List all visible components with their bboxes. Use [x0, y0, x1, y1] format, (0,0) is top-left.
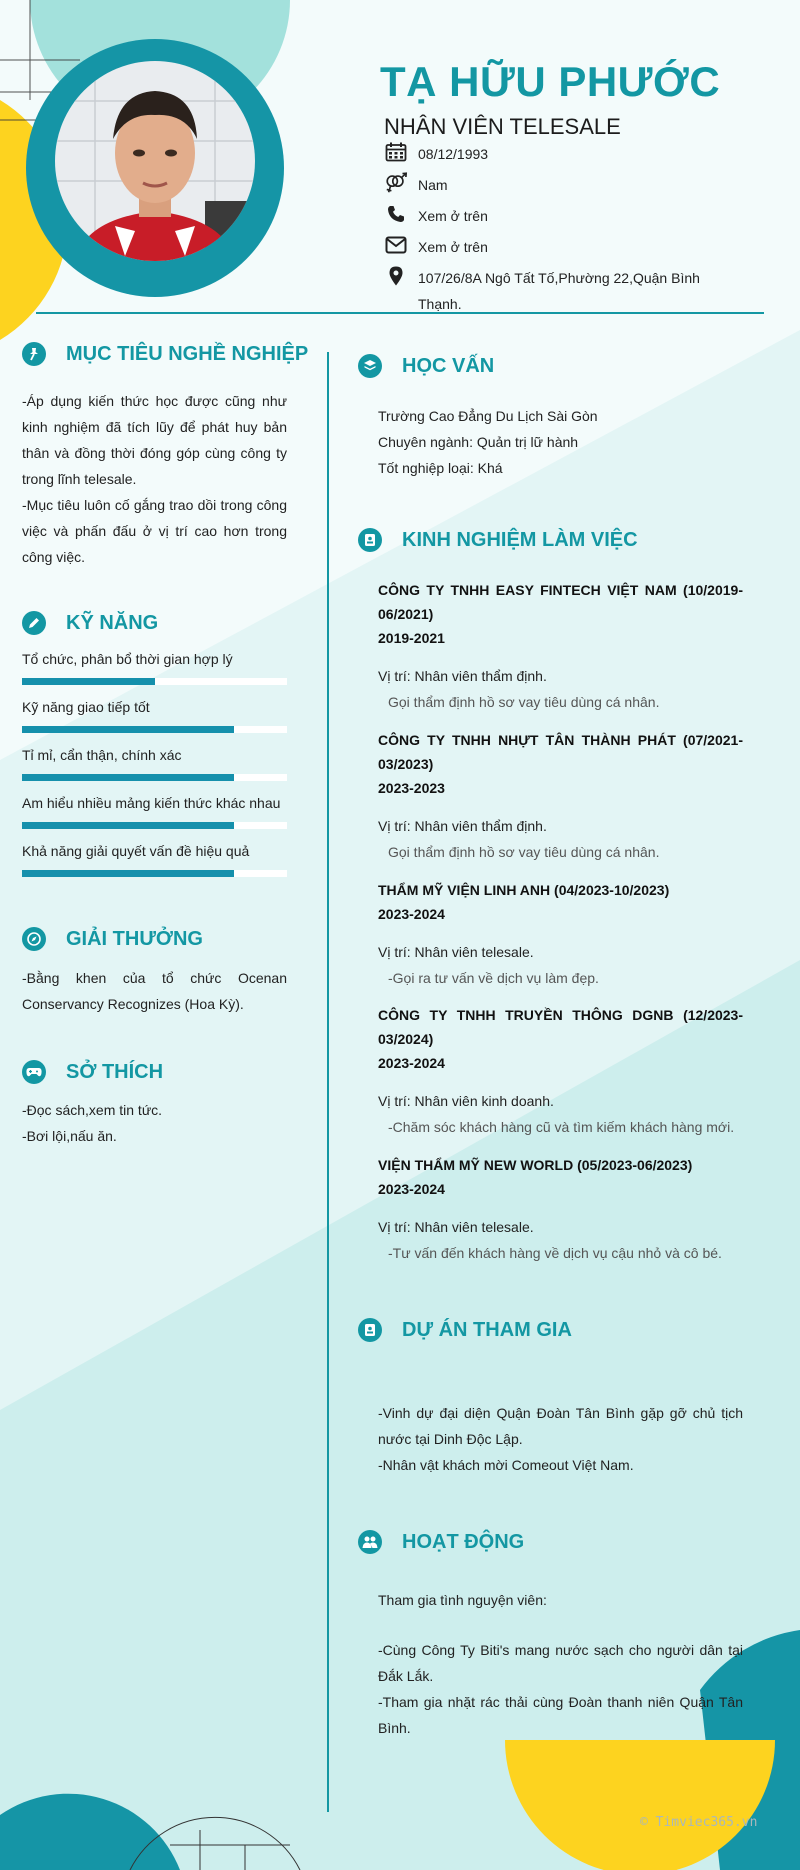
awards-heading — [22, 927, 203, 951]
job-company: CÔNG TY TNHH TRUYỀN THÔNG DGNB (12/2023-03/2024) — [378, 1007, 743, 1047]
skill-bar-track — [22, 774, 287, 781]
column-divider — [327, 352, 329, 1812]
activities-text — [378, 1637, 743, 1741]
skill-name: Kỹ năng giao tiếp tốt — [22, 699, 150, 715]
skill-name: Am hiểu nhiều mảng kiến thức khác nhau — [22, 795, 281, 811]
job-years: 2023-2024 — [378, 906, 445, 922]
objective-heading — [22, 342, 308, 366]
projects-text — [378, 1400, 743, 1478]
graduation-icon — [358, 354, 382, 378]
job-years: 2023-2024 — [378, 1181, 445, 1197]
job-description: -Tư vấn đến khách hàng về dịch vụ cậu nhỏ và cô bé. — [388, 1245, 722, 1261]
badge-icon — [358, 528, 382, 552]
email-text: Xem ở trên — [418, 239, 488, 255]
activities-intro: Tham gia tình nguyện viên: — [378, 1592, 547, 1608]
job-position: Vị trí: Nhân viên telesale. — [378, 1219, 534, 1235]
activity-paragraph-2: -Tham gia nhặt rác thải cùng Đoàn thanh niên Quận Tân Bình. — [378, 1694, 743, 1736]
hobbies-title: SỞ THÍCH — [66, 1060, 164, 1083]
gamepad-icon — [22, 1060, 46, 1084]
skills-heading — [22, 611, 158, 635]
job-years: 2023-2024 — [378, 1055, 445, 1071]
job-position: Vị trí: Nhân viên kinh doanh. — [378, 1093, 554, 1109]
skill-bar-fill — [22, 774, 234, 781]
skill-name: Khả năng giải quyết vấn đề hiệu quả — [22, 843, 250, 859]
badge-icon — [358, 1318, 382, 1342]
people-icon — [358, 1530, 382, 1554]
job-years: 2023-2023 — [378, 780, 445, 796]
skill-bar-fill — [22, 726, 234, 733]
project-paragraph-1: -Vinh dự đại diện Quận Đoàn Tân Bình gặp gỡ chủ tịch nước tại Dinh Độc Lập. — [378, 1405, 743, 1447]
job-company: VIỆN THẨM MỸ NEW WORLD (05/2023-06/2023) — [378, 1157, 693, 1173]
phone-icon — [384, 203, 408, 225]
objective-paragraph-1: -Áp dụng kiến thức học được cũng như kinh nghiệm đã tích lũy để phát huy bản thân và đồng thời đóng góp cùng công ty trong lĩnh telesale. — [22, 393, 287, 487]
projects-heading — [358, 1318, 572, 1342]
compass-icon — [22, 927, 46, 951]
job-company: THẨM MỸ VIỆN LINH ANH (04/2023-10/2023) — [378, 882, 670, 898]
info-row-phone — [384, 203, 718, 229]
hobbies-heading — [22, 1060, 163, 1084]
skill-bar-fill — [22, 678, 155, 685]
job-description: -Chăm sóc khách hàng cũ và tìm kiếm khách hàng mới. — [388, 1119, 735, 1135]
experience-heading — [358, 528, 638, 552]
skills-title: KỸ NĂNG — [66, 611, 159, 634]
calendar-icon — [384, 141, 408, 163]
info-row-address — [384, 265, 718, 317]
projects-title: DỰ ÁN THAM GIA — [402, 1318, 572, 1341]
job-position: Vị trí: Nhân viên telesale. — [378, 944, 534, 960]
gender-text: Nam — [418, 177, 448, 193]
activities-title: HOẠT ĐỘNG — [402, 1530, 525, 1553]
objective-text — [22, 388, 287, 570]
skill-name: Tỉ mỉ, cẩn thận, chính xác — [22, 747, 182, 763]
education-grade: Tốt nghiệp loại: Khá — [378, 460, 503, 476]
education-title: HỌC VẤN — [402, 354, 495, 377]
pin-icon — [22, 342, 46, 366]
hobby-line-2: -Bơi lội,nấu ăn. — [22, 1128, 117, 1144]
email-icon — [384, 234, 408, 256]
awards-title: GIẢI THƯỞNG — [66, 927, 203, 950]
address-text: 107/26/8A Ngô Tất Tố,Phường 22,Quận Bình Thạnh. — [418, 270, 700, 312]
activity-paragraph-1: -Cùng Công Ty Biti's mang nước sạch cho người dân tại Đắk Lắk. — [378, 1642, 743, 1684]
info-row-gender — [384, 172, 718, 198]
job-title: NHÂN VIÊN TELESALE — [384, 114, 621, 139]
project-paragraph-2: -Nhân vật khách mời Comeout Việt Nam. — [378, 1457, 634, 1473]
skill-bar-fill — [22, 822, 234, 829]
watermark: © Timviec365.vn — [640, 1815, 758, 1830]
objective-title: MỤC TIÊU NGHỀ NGHIỆP — [66, 342, 309, 365]
candidate-name: TẠ HỮU PHƯỚC — [380, 58, 721, 105]
location-icon — [384, 265, 408, 287]
job-years: 2019-2021 — [378, 630, 445, 646]
job-company: CÔNG TY TNHH EASY FINTECH VIỆT NAM (10/2019-06/2021) — [378, 582, 743, 622]
job-description: -Gọi ra tư vấn về dịch vụ làm đẹp. — [388, 970, 599, 986]
hobby-line-1: -Đọc sách,xem tin tức. — [22, 1102, 163, 1118]
phone-text: Xem ở trên — [418, 208, 488, 224]
job-position: Vị trí: Nhân viên thẩm định. — [378, 818, 547, 834]
job-position: Vị trí: Nhân viên thẩm định. — [378, 668, 547, 684]
education-school: Trường Cao Đẳng Du Lịch Sài Gòn — [378, 408, 598, 424]
pencil-icon — [22, 611, 46, 635]
skill-bar-track — [22, 726, 287, 733]
info-row-email — [384, 234, 718, 260]
activities-heading — [358, 1530, 524, 1554]
awards-text: -Bằng khen của tổ chức Ocenan Conservancy Recognizes (Hoa Kỳ). — [22, 970, 287, 1012]
info-row-birthday — [384, 141, 718, 167]
gender-icon — [384, 172, 408, 194]
job-description: Gọi thẩm định hồ sơ vay tiêu dùng cá nhân. — [388, 844, 660, 860]
skill-bar-fill — [22, 870, 234, 877]
profile-photo — [55, 61, 255, 261]
skill-bar-track — [22, 678, 287, 685]
skill-bar-track — [22, 870, 287, 877]
job-description: Gọi thẩm định hồ sơ vay tiêu dùng cá nhân. — [388, 694, 660, 710]
skill-bar-track — [22, 822, 287, 829]
job-company: CÔNG TY TNHH NHỰT TÂN THÀNH PHÁT (07/2021-03/2023) — [378, 732, 743, 772]
objective-paragraph-2: -Mục tiêu luôn cố gắng trao dồi trong công việc và phấn đấu ở vị trí cao hơn trong công việc. — [22, 497, 287, 565]
header-divider — [36, 312, 764, 314]
experience-title: KINH NGHIỆM LÀM VIỆC — [402, 528, 638, 551]
birthday-text: 08/12/1993 — [418, 146, 489, 162]
education-major: Chuyên ngành: Quản trị lữ hành — [378, 434, 579, 450]
skill-name: Tổ chức, phân bổ thời gian hợp lý — [22, 651, 233, 667]
education-heading — [358, 354, 494, 378]
